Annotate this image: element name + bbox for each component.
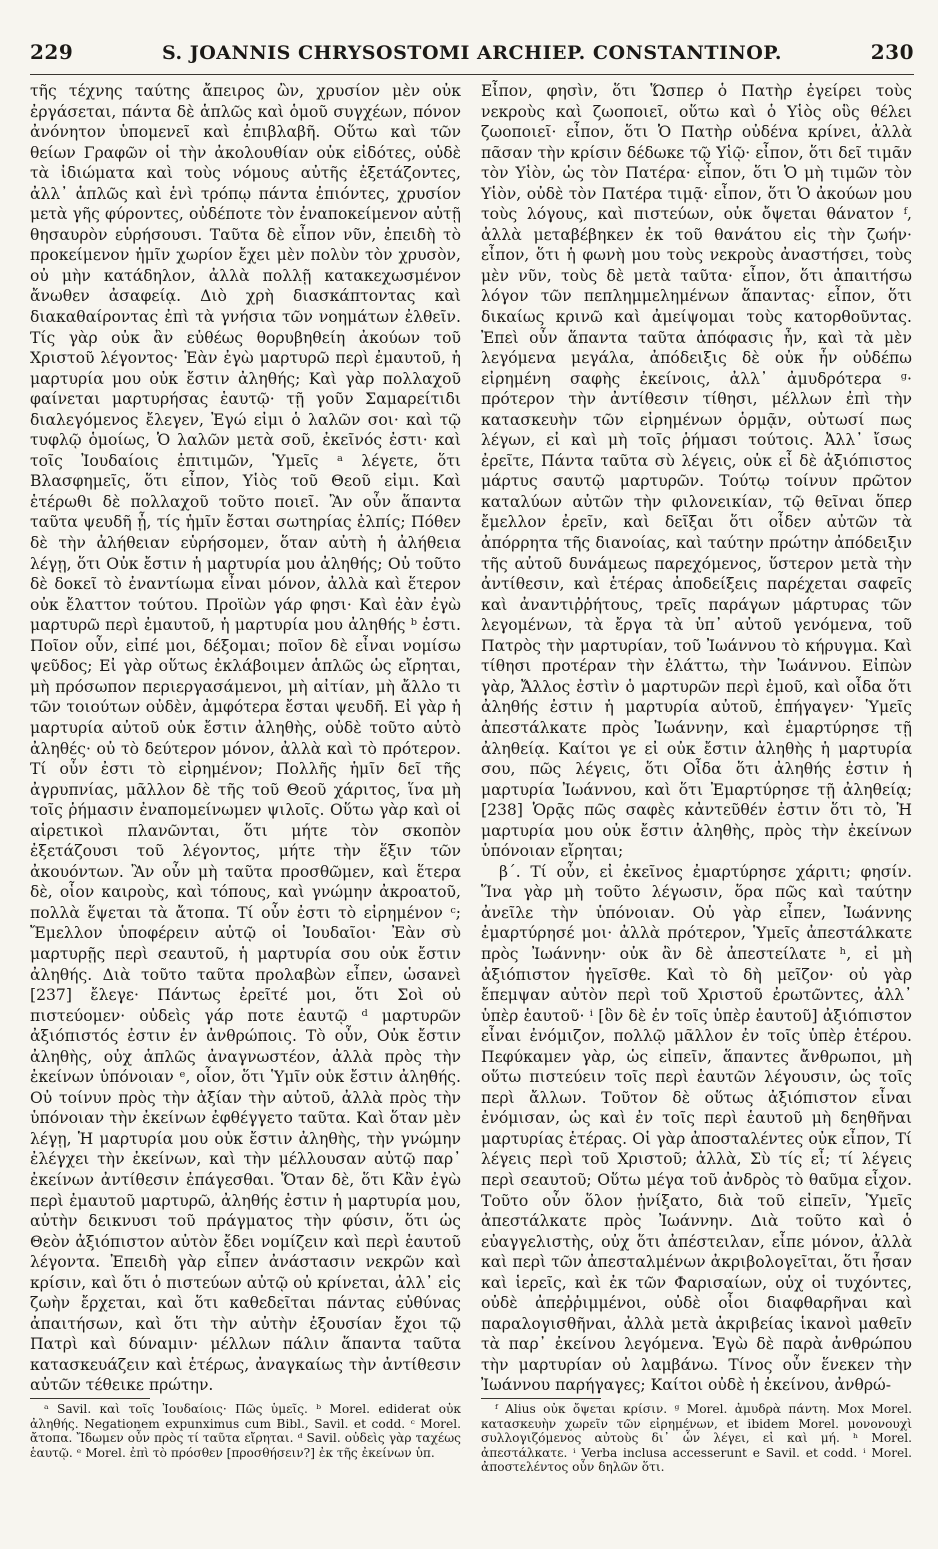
header-rule — [30, 74, 914, 75]
right-column — [481, 81, 912, 1475]
two-column-body — [30, 81, 914, 1475]
footnote: ᶠ Alius οὐκ ὄψεται κρίσιν. ᵍ Morel. ἀμυδρὰ πάντη. Mox Morel. κατασκευὴν χωρεῖν τῶν εἰρημένων, et ibidem Morel. μονονουχὶ συλλογιζόμενος αὐτοὺς δι᾽ ὧν λέγει, εἰ καὶ μή. ʰ Morel. ἀπεστάλκατε. ⁱ Verba inclusa accesserunt e Savil. et codd. ⁱ Morel. ἀποστελέντος οὖν δηλῶν ὅτι. — [481, 1402, 912, 1475]
right-footnotes — [481, 1402, 912, 1475]
left-paragraph: τῆς τέχνης ταύτης ἄπειρος ὢν, χρυσίον μὲν οὐκ ἐργάσεται, πάντα δὲ ἁπλῶς καὶ ὁμοῦ συγχέων, πόνον ἀνόνητον ὑπομενεῖ καὶ ἐπιβλαβῆ. Οὕτω καὶ τῶν θείων Γραφῶν οἱ τὴν ἀκολουθίαν οὐκ εἰδότες, οὐδὲ τὰ ἰδιώματα καὶ τοὺς νόμους αὐτῆς ἐξετάζοντες, ἀλλ᾽ ἁπλῶς καὶ ἑνὶ τρόπῳ πάντα ἐπιόντες, χρυσίον μετὰ γῆς φύροντες, οὐδέποτε τὸν ἐναποκείμενον αὐτῇ θησαυρὸν εὑρήσουσι. Ταῦτα δὲ εἶπον νῦν, ἐπειδὴ τὸ προκείμενον ἡμῖν χωρίον ἔχει μὲν πολὺν τὸν χρυσὸν, οὐ μὴν κατάδηλον, ἀλλὰ πολλῇ κατακεχωσμένον ἄνωθεν ἀσαφείᾳ. Διὸ χρὴ διασκάπτοντας καὶ διακαθαίροντας ἐπὶ τὰ γνήσια τῶν νοημάτων ἐλθεῖν. Τίς γὰρ οὐκ ἂν εὐθέως θορυβηθείη ἀκούων τοῦ Χριστοῦ λέγοντος· Ἐὰν ἐγὼ μαρτυρῶ περὶ ἐμαυτοῦ, ἡ μαρτυρία μου οὐκ ἔστιν ἀληθής; Καὶ γὰρ πολλαχοῦ φαίνεται μαρτυρήσας ἑαυτῷ· τῇ γοῦν Σαμαρείτιδι διαλεγόμενος ἔλεγεν, Ἐγώ εἰμι ὁ λαλῶν σοι· καὶ τῷ τυφλῷ ὁμοίως, Ὁ λαλῶν μετὰ σοῦ, ἐκεῖνός ἐστι· καὶ τοῖς Ἰουδαίοις ἐπιτιμῶν, Ὑμεῖς ᵃ λέγετε, ὅτι Βλασφημεῖς, ὅτι εἶπον, Υἱὸς τοῦ Θεοῦ εἰμι. Καὶ ἑτέρωθι δὲ πολλαχοῦ τοῦτο ποιεῖ. Ἂν οὖν ἅπαντα ταῦτα ψευδῆ ᾖ, τίς ἡμῖν ἔσται σωτηρίας ἐλπίς; Πόθεν δὲ τὴν ἀλήθειαν εὑρήσομεν, ὅταν αὐτὴ ἡ ἀλήθεια λέγῃ, ὅτι Οὐκ ἔστιν ἡ μαρτυρία μου ἀληθής; Οὐ τοῦτο δὲ δοκεῖ τὸ ἐναντίωμα εἶναι μόνον, ἀλλὰ καὶ ἕτερον οὐκ ἔλαττον τούτου. Προϊὼν γάρ φησι· Καὶ ἐὰν ἐγὼ μαρτυρῶ περὶ ἐμαυτοῦ, ἡ μαρτυρία μου ἀληθής ᵇ ἐστι. Ποῖον οὖν, εἰπέ μοι, δέξομαι; ποῖον δὲ εἶναι νομίσω ψεῦδος; Εἰ γὰρ οὕτως ἐκλάβοιμεν ἁπλῶς ὡς εἴρηται, μὴ πρόσωπον περιεργασάμενοι, μὴ αἰτίαν, μὴ ἄλλο τι τῶν τοιούτων οὐδὲν, ἀμφότερα ἔσται ψευδῆ. Εἰ γὰρ ἡ μαρτυρία αὐτοῦ οὐκ ἔστιν ἀληθὴς, οὐδὲ τοῦτο αὐτὸ ἀληθές· οὐ τὸ δεύτερον μόνον, ἀλλὰ καὶ τὸ πρότερον. Τί οὖν ἐστι τὸ εἰρημένον; Πολλῆς ἡμῖν δεῖ τῆς ἀγρυπνίας, μᾶλλον δὲ τῆς τοῦ Θεοῦ χάριτος, ἵνα μὴ τοῖς ῥήμασιν ἐναπομείνωμεν ψιλοῖς. Οὕτω γὰρ καὶ οἱ αἱρετικοὶ πλανῶνται, ὅτι μήτε τὸν σκοπὸν ἐξετάζουσι τοῦ λέγοντος, μήτε τὴν ἕξιν τῶν ἀκουόντων. Ἂν οὖν μὴ ταῦτα προσθῶμεν, καὶ ἕτερα δὲ, οἷον καιροὺς, καὶ τόπους, καὶ γνώμην ἀκροατοῦ, πολλὰ ἕψεται τὰ ἄτοπα. Τί οὖν ἐστι τὸ εἰρημένον ᶜ; Ἔμελλον ὑποφέρειν αὐτῷ οἱ Ἰουδαῖοι· Ἐὰν σὺ μαρτυρῇς περὶ σεαυτοῦ, ἡ μαρτυρία σου οὐκ ἔστιν ἀληθής. Διὰ τοῦτο ταῦτα προλαβὼν εἶπεν, ὡσανεὶ [237] ἔλεγε· Πάντως ἐρεῖτέ μοι, ὅτι Σοὶ οὐ πιστεύομεν· οὐδεὶς γάρ ποτε ἑαυτῷ ᵈ μαρτυρῶν ἀξιόπιστός ἐστιν ἐν ἀνθρώποις. Τὸ οὖν, Οὐκ ἔστιν ἀληθὴς, οὐχ ἁπλῶς ἀναγνωστέον, ἀλλὰ πρὸς τὴν ἐκείνων ὑπόνοιαν ᵉ, οἷον, ὅτι Ὑμῖν οὐκ ἔστιν ἀληθής. Οὐ τοίνυν πρὸς τὴν ἀξίαν τὴν αὐτοῦ, ἀλλὰ πρὸς τὴν ὑπόνοιαν τὴν ἐκείνων ἐφθέγγετο ταῦτα. Καὶ ὅταν μὲν λέγῃ, Ἡ μαρτυρία μου οὐκ ἔστιν ἀληθὴς, τὴν γνώμην ἐλέγχει τὴν ἐκείνων, καὶ τὴν μέλλουσαν αὐτῷ παρ᾽ ἐκείνων ἀντίθεσιν ἐπάγεσθαι. Ὅταν δὲ, ὅτι Κἂν ἐγὼ περὶ ἐμαυτοῦ μαρτυρῶ, ἀληθής ἐστιν ἡ μαρτυρία μου, αὐτὴν δεικνυσι τοῦ πράγματος τὴν φύσιν, ὅτι ὡς Θεὸν ἀξιόπιστον αὐτὸν ἔδει νομίζειν καὶ περὶ ἑαυτοῦ λέγοντα. Ἐπειδὴ γὰρ εἶπεν ἀνάστασιν νεκρῶν καὶ κρίσιν, καὶ ὅτι ὁ πιστεύων αὐτῷ οὐ κρίνεται, ἀλλ᾽ εἰς ζωὴν ἔρχεται, καὶ ὅτι καθεδεῖται πάντας εὐθύνας ἀπαιτήσων, καὶ ὅτι τὴν αὐτὴν ἐξουσίαν ἔχοι τῷ Πατρὶ καὶ δύναμιν· μέλλων πάλιν ἅπαντα ταῦτα κατασκευάζειν καὶ ἑτέρως, ἀναγκαίως τὴν ἀντίθεσιν αὐτῶν τέθεικε πρώτην. — [30, 82, 461, 1395]
page-number-right: 230 — [870, 40, 914, 64]
footnote-rule — [481, 1398, 601, 1399]
footnote: ᵃ Savil. καὶ τοῖς Ἰουδαίοις· Πῶς ὑμεῖς. ᵇ Morel. ediderat οὐκ ἀληθής. Negationem expunximus cum Bibl., Savil. et codd. ᶜ Morel. ἄτοπα. Ἴδωμεν οὖν πρὸς τί ταῦτα εἴρηται. ᵈ Savil. οὐδεὶς γὰρ ταχέως ἑαυτῷ. ᵉ Morel. ἐπὶ τὸ πρόσθεν [προσθήσειν?] ἐκ τῆς ἐκείνων ὑπ. — [30, 1402, 461, 1460]
page-number-left: 229 — [30, 40, 74, 64]
left-footnotes — [30, 1402, 461, 1460]
running-title: S. JOANNIS CHRYSOSTOMI ARCHIEP. CONSTANTINOP. — [161, 42, 783, 64]
right-paragraph: Εἶπον, φησὶν, ὅτι Ὥσπερ ὁ Πατὴρ ἐγείρει τοὺς νεκροὺς καὶ ζωοποιεῖ, οὕτω καὶ ὁ Υἱὸς οὓς θέλει ζωοποιεῖ· εἶπον, ὅτι Ὁ Πατὴρ οὐδένα κρίνει, ἀλλὰ πᾶσαν τὴν κρίσιν δέδωκε τῷ Υἱῷ· εἶπον, ὅτι δεῖ τιμᾶν τὸν Υἱὸν, ὡς τὸν Πατέρα· εἶπον, ὅτι Ὁ μὴ τιμῶν τὸν Υἱὸν, οὐδὲ τὸν Πατέρα τιμᾷ· εἶπον, ὅτι Ὁ ἀκούων μου τοὺς λόγους, καὶ πιστεύων, οὐκ ὄψεται θάνατον ᶠ, ἀλλὰ μεταβέβηκεν ἐκ τοῦ θανάτου εἰς τὴν ζωήν· εἶπον, ὅτι ἡ φωνὴ μου τοὺς νεκροὺς ἀναστήσει, τοὺς μὲν νῦν, τοὺς δὲ μετὰ ταῦτα· εἶπον, ὅτι ἀπαιτήσω λόγον τῶν πεπλημμελημένων ἅπαντας· εἶπον, ὅτι δικαίως κρινῶ καὶ ἀμείψομαι τοὺς κατορθοῦντας. Ἐπεὶ οὖν ἅπαντα ταῦτα ἀπόφασις ἦν, καὶ τὰ μὲν λεγόμενα μεγάλα, ἀπόδειξις δὲ οὐκ ἦν οὐδέπω εἰρημένη σαφὴς ἐκείνοις, ἀλλ᾽ ἀμυδρότερα ᵍ· πρότερον τὴν ἀντίθεσιν τίθησι, μέλλων ἐπὶ τὴν κατασκευὴν τῶν εἰρημένων ὁρμᾷν, οὑτωσί πως λέγων, εἰ καὶ μὴ τοῖς ῥήμασι τούτοις. Ἀλλ᾽ ἴσως ἐρεῖτε, Πάντα ταῦτα σὺ λέγεις, οὐκ εἶ δὲ ἀξιόπιστος μάρτυς σαυτῷ μαρτυρῶν. Τούτῳ τοίνυν πρῶτον καταλύων αὐτῶν τὴν φιλονεικίαν, τῷ θεῖναι ὅπερ ἔμελλον ἐρεῖν, καὶ δεῖξαι ὅτι οἶδεν αὐτῶν τὰ ἀπόρρητα τῆς διανοίας, καὶ ταύτην πρώτην ἀπόδειξιν τῆς αὐτοῦ δυνάμεως παρεχόμενος, ὕστερον μετὰ τὴν ἀντίθεσιν, καὶ ἑτέρας ἀποδείξεις παρέχεται σαφεῖς καὶ ἀναντιῤῥήτους, τρεῖς παράγων μάρτυρας τῶν λεγομένων, τὰ ἔργα τὰ ὑπ᾽ αὐτοῦ γενόμενα, τοῦ Πατρὸς τὴν μαρτυρίαν, τοῦ Ἰωάννου τὸ κήρυγμα. Καὶ τίθησι προτέραν τὴν ἐλάττω, τὴν Ἰωάννου. Εἰπὼν γὰρ, Ἄλλος ἐστὶν ὁ μαρτυρῶν περὶ ἐμοῦ, καὶ οἶδα ὅτι ἀληθής ἐστιν ἡ μαρτυρία αὐτοῦ, ἐπήγαγεν· Ὑμεῖς ἀπεστάλκατε πρὸς Ἰωάννην, καὶ ἐμαρτύρησε τῇ ἀληθείᾳ. Καίτοι γε εἰ οὐκ ἔστιν ἀληθὴς ἡ μαρτυρία σου, πῶς λέγεις, ὅτι Οἶδα ὅτι ἀληθής ἐστιν ἡ μαρτυρία Ἰωάννου, καὶ ὅτι Ἐμαρτύρησε τῇ ἀληθείᾳ; [238] Ὁρᾷς πῶς σαφὲς κἀντεῦθέν ἐστιν ὅτι τὸ, Ἡ μαρτυρία μου οὐκ ἔστιν ἀληθὴς, πρὸς τὴν ἐκείνων ὑπόνοιαν εἴρηται; — [481, 82, 912, 861]
footnote-rule — [30, 1398, 150, 1399]
running-head — [30, 40, 914, 68]
left-column — [30, 81, 461, 1475]
right-paragraph: β΄. Τί οὖν, εἰ ἐκεῖνος ἐμαρτύρησε χάριτι; φησίν. Ἵνα γὰρ μὴ τοῦτο λέγωσιν, ὅρα πῶς καὶ ταύτην ἀνεῖλε τὴν ὑπόνοιαν. Οὐ γὰρ εἶπεν, Ἰωάννης ἐμαρτύρησέ μοι· ἀλλὰ πρότερον, Ὑμεῖς ἀπεστάλκατε πρὸς Ἰωάννην· οὐκ ἂν δὲ ἀπεστείλατε ʰ, εἰ μὴ ἀξιόπιστον ἡγεῖσθε. Καὶ τὸ δὴ μεῖζον· οὐ γὰρ ἔπεμψαν αὐτὸν περὶ τοῦ Χριστοῦ ἐρωτῶντες, ἀλλ᾽ ὑπὲρ ἑαυτοῦ· ⁱ [ὃν δὲ ἐν τοῖς ὑπὲρ ἑαυτοῦ] ἀξιόπιστον εἶναι ἐνόμιζον, πολλῷ μᾶλλον ἐν τοῖς ὑπὲρ ἑτέρου. Πεφύκαμεν γὰρ, ὡς εἰπεῖν, ἅπαντες ἄνθρωποι, μὴ οὕτω πιστεύειν τοῖς περὶ ἑαυτῶν λέγουσιν, ὡς τοῖς περὶ ἄλλων. Τοῦτον δὲ οὕτως ἀξιόπιστον εἶναι ἐνόμισαν, ὡς καὶ ἐν τοῖς περὶ ἑαυτοῦ μὴ δεηθῆναι μαρτυρίας ἑτέρας. Οἱ γὰρ ἀποσταλέντες οὐκ εἶπον, Τί λέγεις περὶ τοῦ Χριστοῦ; ἀλλὰ, Σὺ τίς εἶ; τί λέγεις περὶ σεαυτοῦ; Οὕτω μέγα τοῦ ἀνδρὸς τὸ θαῦμα εἶχον. Τοῦτο οὖν ὅλον ᾐνίξατο, διὰ τοῦ εἰπεῖν, Ὑμεῖς ἀπεστάλκατε πρὸς Ἰωάννην. Διὰ τοῦτο καὶ ὁ εὐαγγελιστὴς, οὐχ ὅτι ἀπέστειλαν, εἶπε μόνον, ἀλλὰ καὶ περὶ τῶν ἀπεσταλμένων ἀκριβολογεῖται, ὅτι ἦσαν καὶ ἱερεῖς, καὶ ἐκ τῶν Φαρισαίων, οὐχ οἱ τυχόντες, οὐδὲ ἀπεῤῥιμμένοι, οὐδὲ οἷοι διαφθαρῆναι καὶ παραλογισθῆναι, ἀλλὰ μετὰ ἀκριβείας ἱκανοὶ μαθεῖν τὰ παρ᾽ ἐκείνου λεγόμενα. Ἐγὼ δὲ παρὰ ἀνθρώπου τὴν μαρτυρίαν οὐ λαμβάνω. Τίνος οὖν ἕνεκεν τὴν Ἰωάννου παρήγαγες; Καίτοι οὐδὲ ἡ ἐκείνου, ἀνθρώ- — [481, 862, 912, 1395]
